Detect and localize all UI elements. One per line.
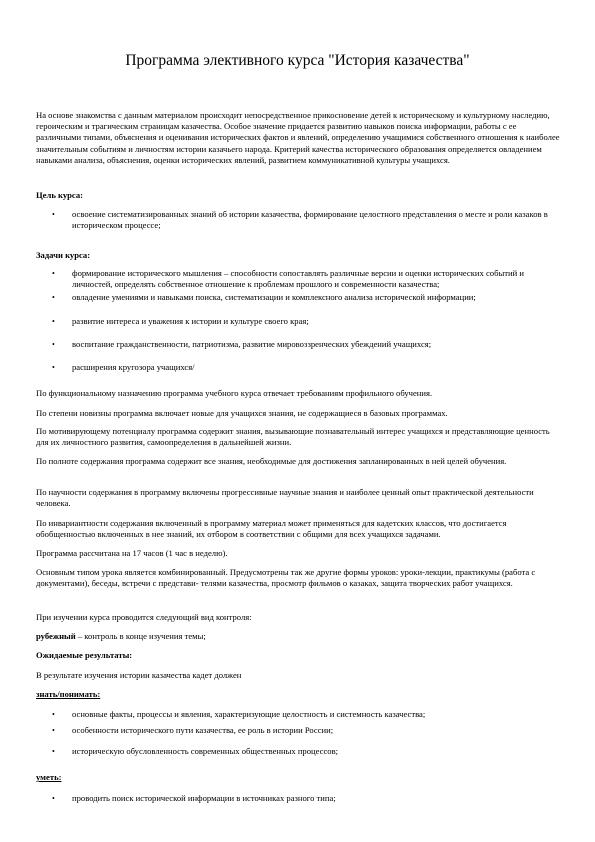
know-heading: знать/понимать: <box>36 689 101 699</box>
paragraph: По степени новизны программа включает новые для учащихся знания, не содержащиеся в базовых программах. <box>36 408 448 418</box>
bullet-icon: • <box>52 710 55 719</box>
bullet-icon: • <box>52 726 55 735</box>
results-lead: В результате изучения истории казачества кадет должен <box>36 670 242 680</box>
paragraph: При изучении курса проводится следующий вид контроля: <box>36 612 252 622</box>
paragraph: По мотивирующему потенциалу программа содержит знания, вызывающие познавательный интерес учащихся и представляющие ценность для их личностного развития, самоопределения в дальнейшей жизни. <box>36 426 550 448</box>
bullet-icon: • <box>52 293 55 302</box>
control-line <box>36 631 562 642</box>
paragraph: По функциональному назначению программа учебного курса отвечает требованиям профильного обучения. <box>36 388 433 398</box>
paragraph: Основным типом урока является комбинированный. Предусмотрены так же другие формы уроков: уроки-лекции, практикумы (работа с документами), беседы, встречи с представи- телями казачества, просмотр фильмов о казаках, защита творческих работ учащихся. <box>36 567 536 589</box>
document-page: Программа элективного курса "История казачества" На основе знакомства с данным материалом происходит непосредственное прикосновение детей к историческому и культурному наследию, героическим и трагическим страницам казачества. Особое значение придается развитию навыков поиска информации, работы с ее различными типами, объяснения и оценивания исторических фактов и явлений, определению учащимися собственного отношения к наиболее значительным событиям и личностям истории казачьего народа. Критерий качества исторического образования определяется овладением навыками анализа, объяснения, оценки исторических явлений, развитием коммуникативной культуры учащихся. Цель курса: • освоение систематизированных знаний об истории казачества, формирование целостного представления о месте и роли казаков в историческом процессе; Задачи курса: • формирование исторического мышления – способности сопоставлять различные версии и оценки исторических событий и личностей, определять собственное отношение к проблемам прошлого и современности казачества; • овладение умениями и навыками поиска, систематизации и комплексного анализа исторической информации; • развитие интереса и уважения к истории и культуре своего края; • воспитание гражданственности, патриотизма, развитие мировоззренческих убеждений учащихся; • расширения кругозора учащихся/ По функциональному назначению программа учебного курса отвечает требованиям профильного обучения. По степени новизны программа включает новые для учащихся знания, не содержащиеся в базовых программах. По мотивирующему потенциалу программа содержит знания, вызывающие познавательный интерес учащихся и представляющие ценность для их личностного развития, самоопределения в дальнейшей жизни. По полноте содержания программа содержит все знания, необходимые для достижения запланированных в ней целей обучения. По научности содержания в программу включены прогрессивные научные знания и наиболее ценный опыт практической деятельности человека. По инвариантности содержания включенный в программу материал может применяться для кадетских классов, что достигается обобщенностью включенных в нее знаний, их отбором в соответствии с общими для всех учащихся задачами. Программа рассчитана на 17 часов (1 час в неделю). Основным типом урока является комбинированный. Предусмотрены так же другие формы уроков: уроки-лекции, практикумы (работа с документами), беседы, встречи с представи- телями казачества, просмотр фильмов о казаках, защита творческих работ учащихся. При изучении курса проводится следующий вид контроля: рубежный – контроль в конце изучения темы; Ожидаемые результаты: В результате изучения истории казачества кадет должен знать/понимать: • основные факты, процессы и явления, характеризующие целостность и системность казачества; • особенности исторического пути казачества, ее роль в истории России; • историческую обусловленность современных общественных процессов; уметь: • проводить поиск исторической информации в источниках разного типа; <box>0 0 595 842</box>
paragraph: По научности содержания в программу включены прогрессивные научные знания и наиболее ценный опыт практической деятельности человека. <box>36 487 534 509</box>
bullet-icon: • <box>52 794 55 803</box>
tasks-heading: Задачи курса: <box>36 250 91 260</box>
bullet-icon: • <box>52 747 55 756</box>
paragraph: По инвариантности содержания включенный в программу материал может применяться для кадетских классов, что достигается обобщенностью включенных в нее знаний, их отбором в соответствии с общими для всех учащихся задачами. <box>36 518 507 540</box>
goal-heading: Цель курса: <box>36 190 83 200</box>
bullet-icon: • <box>52 269 55 278</box>
bullet-icon: • <box>52 340 55 349</box>
document-title: Программа элективного курса "История казачества" <box>125 52 470 69</box>
control-description: – контроль в конце изучения темы; <box>75 631 206 641</box>
paragraph: Программа рассчитана на 17 часов (1 час в неделю). <box>36 548 228 558</box>
results-heading: Ожидаемые результаты: <box>36 650 133 660</box>
bullet-icon: • <box>52 363 55 372</box>
paragraph: По полноте содержания программа содержит все знания, необходимые для достижения запланированных в ней целей обучения. <box>36 456 507 466</box>
bullet-icon: • <box>52 210 55 219</box>
bullet-icon: • <box>52 317 55 326</box>
intro-paragraph: На основе знакомства с данным материалом происходит непосредственное прикосновение детей к историческому и культурному наследию, героическим и трагическим страницам казачества. Особое значение придается развитию навыков поиска информации, работы с ее различными типами, объяснения и оценивания исторических фактов и явлений, определению учащимися собственного отношения к наиболее значительным событиям и личностям истории казачьего народа. Критерий качества исторического образования определяется овладением навыками анализа, объяснения, оценки исторических явлений, развитием коммуникативной культуры учащихся. <box>36 110 560 165</box>
can-heading: уметь: <box>36 772 62 782</box>
control-type: рубежный <box>36 631 76 641</box>
